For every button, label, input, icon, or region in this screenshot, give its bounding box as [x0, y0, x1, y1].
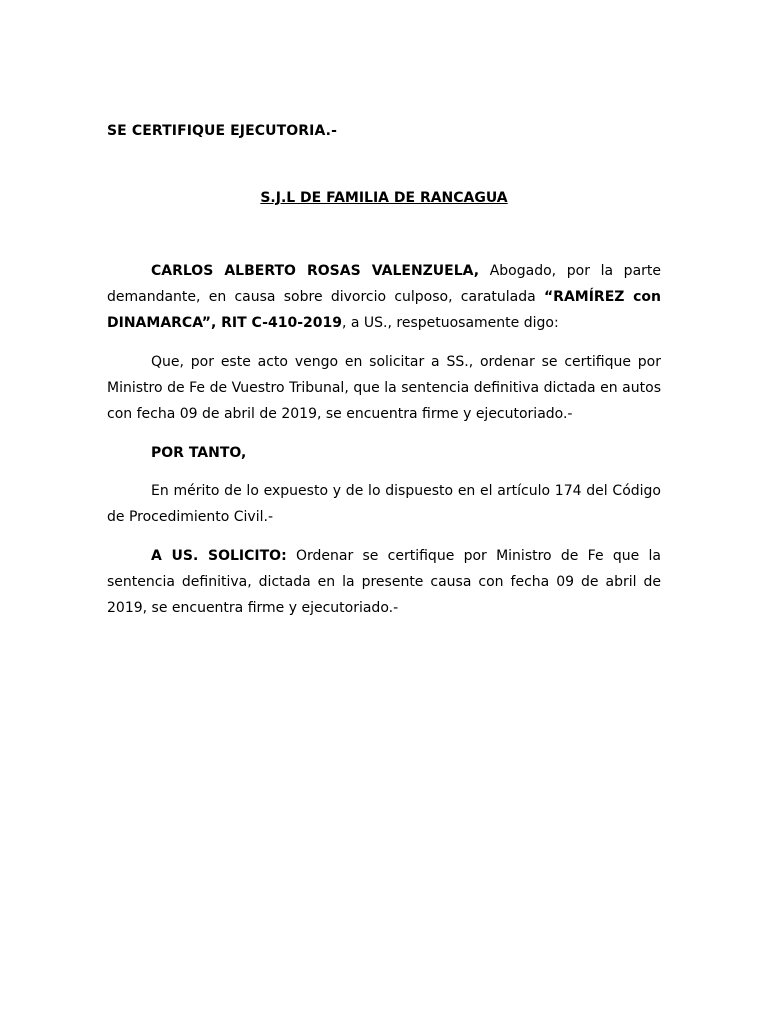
- solicito-label: A US. SOLICITO:: [151, 548, 287, 564]
- lawyer-name: CARLOS ALBERTO ROSAS VALENZUELA,: [151, 263, 480, 279]
- por-tanto-paragraph: [107, 440, 661, 466]
- tribunal-heading: S.J.L DE FAMILIA DE RANCAGUA: [260, 190, 508, 206]
- legal-basis-paragraph: En mérito de lo expuesto y de lo dispuesto en el artículo 174 del Código de Procedimiento Civil.-: [107, 483, 661, 525]
- solicito-paragraph: [107, 543, 661, 621]
- request-paragraph: Que, por este acto vengo en solicitar a SS., ordenar se certifique por Ministro de Fe de Vuestro Tribunal, que la sentencia definitiva dictada en autos con fecha 09 de abril de 2019, se encuentra firme y ejecutoriado.-: [107, 354, 661, 422]
- document-body: [107, 258, 661, 634]
- intro-text-2: , a US., respetuosamente digo:: [341, 315, 559, 331]
- por-tanto-label: POR TANTO,: [151, 445, 247, 461]
- intro-text-1: Abogado, por la parte demandante, en causa sobre divorcio culposo, caratulada: [107, 263, 662, 305]
- solicito-text: Ordenar se certifique por Ministro de Fe que la sentencia definitiva, dictada en la presente causa con fecha 09 de abril de 2019, se encuentra firme y ejecutoriado.-: [107, 548, 662, 616]
- sumilla-heading: SE CERTIFIQUE EJECUTORIA.-: [107, 123, 337, 139]
- intro-paragraph: [107, 258, 661, 336]
- case-caption: “RAMÍREZ con DINAMARCA”, RIT C-410-2019: [107, 289, 661, 331]
